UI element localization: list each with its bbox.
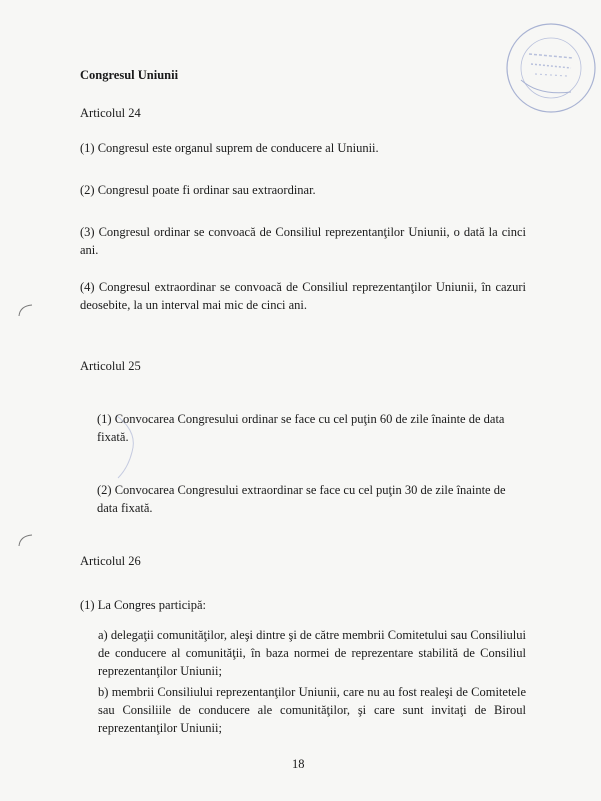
paragraph: (1) Congresul este organul suprem de conducere al Uniunii. <box>80 141 379 155</box>
paragraph: (2) Congresul poate fi ordinar sau extraordinar. <box>80 183 316 197</box>
paragraph: (1) Convocarea Congresului ordinar se face cu cel puţin 60 de zile înainte de data fixată. <box>97 412 505 444</box>
round-stamp-icon <box>499 18 599 118</box>
section-heading: Congresul Uniunii <box>80 68 179 82</box>
page-number: 18 <box>292 757 305 771</box>
paragraph: (4) Congresul extraordinar se convoacă de Consiliul reprezentanţilor Uniunii, în cazuri deosebite, la un interval mai mic de cinci ani. <box>80 280 526 312</box>
article-title: Articolul 24 <box>80 106 141 120</box>
article-title: Articolul 25 <box>80 359 141 373</box>
paragraph: (3) Congresul ordinar se convoacă de Consiliul reprezentanţilor Uniunii, o dată la cinci ani. <box>80 225 526 257</box>
margin-mark-icon <box>16 300 36 320</box>
paragraph: (1) La Congres participă: <box>80 598 206 612</box>
paragraph: (2) Convocarea Congresului extraordinar se face cu cel puţin 30 de zile înainte de data fixată. <box>97 483 506 515</box>
margin-mark-icon <box>16 530 36 550</box>
article-title: Articolul 26 <box>80 554 141 568</box>
list-item: b) membrii Consiliului reprezentanţilor Uniunii, care nu au fost realeşi de Comitetele sau Consiliile de conducere ale comunităţilor, şi care sunt invitaţi de Biroul reprezentanţilor Uniunii; <box>98 685 526 735</box>
list-item: a) delegaţii comunităţilor, aleşi dintre şi de către membrii Comitetului sau Consiliului de conducere al comunităţii, în baza normei de reprezentare stabilită de Consiliul reprezentanţilor Uniunii; <box>98 628 526 678</box>
